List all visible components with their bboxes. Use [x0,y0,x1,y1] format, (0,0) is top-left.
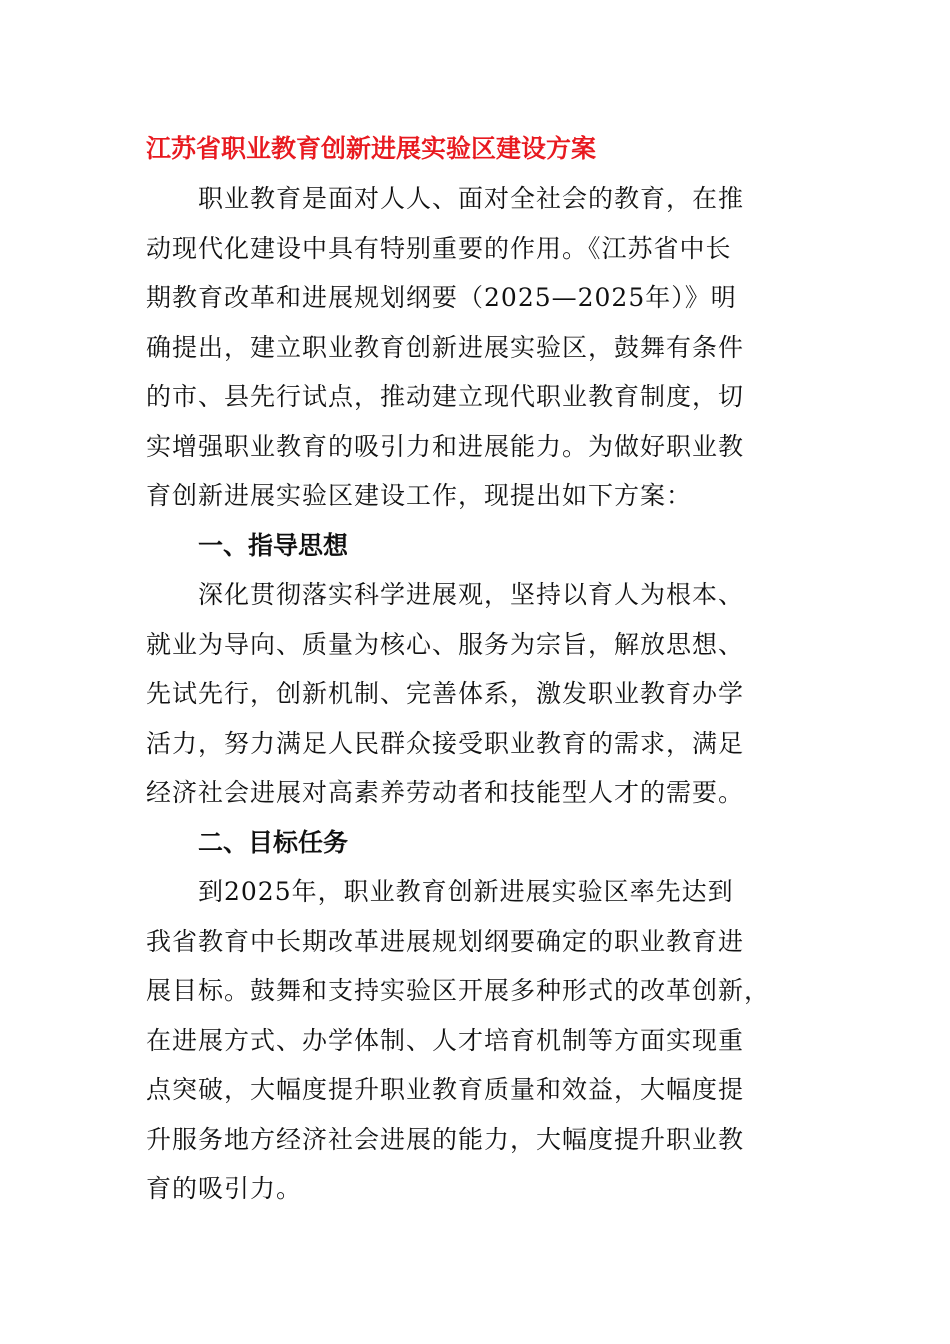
paragraph-line: 育创新进展实验区建设工作，现提出如下方案： [146,481,693,510]
paragraph-line: 育的吸引力。 [146,1174,303,1203]
intro-paragraph [146,174,826,521]
document-title: 江苏省职业教育创新进展实验区建设方案 [146,134,597,163]
paragraph-line: 的市、县先行试点，推动建立现代职业教育制度，切 [146,382,745,411]
paragraph-line: 动现代化建设中具有特别重要的作用。《江苏省中长 [146,233,732,263]
paragraph-line: 先试先行，创新机制、完善体系，激发职业教育办学 [146,679,745,708]
paragraph-line: 活力，努力满足人民群众接受职业教育的需求，满足 [146,728,745,758]
paragraph-line: 我省教育中长期改革进展规划纲要确定的职业教育进 [146,926,745,956]
paragraph-line: 深化贯彻落实科学进展观，坚持以育人为根本、 [198,580,745,609]
paragraph-line: 就业为导向、质量为核心、服务为宗旨，解放思想、 [146,629,745,659]
section2-paragraph [146,867,826,1214]
document-body [146,124,826,1214]
paragraph-line: 展目标。鼓舞和支持实验区开展多种形式的改革创新， [146,976,771,1005]
paragraph-line: 点突破，大幅度提升职业教育质量和效益，大幅度提 [146,1075,745,1104]
paragraph-line: 实增强职业教育的吸引力和进展能力。为做好职业教 [146,431,745,461]
section1-paragraph [146,570,826,818]
section-heading-goals-tasks: 二、目标任务 [198,827,349,857]
paragraph-line: 在进展方式、办学体制、人才培育机制等方面实现重 [146,1025,745,1055]
paragraph-line: 升服务地方经济社会进展的能力，大幅度提升职业教 [146,1124,745,1154]
paragraph-line: 到2025年，职业教育创新进展实验区率先达到 [198,877,734,906]
paragraph-line: 确提出，建立职业教育创新进展实验区，鼓舞有条件 [146,332,745,362]
paragraph-line: 期教育改革和进展规划纲要（2025—2025年）》明 [146,283,737,312]
section-heading-guiding-ideology: 一、指导思想 [198,530,349,560]
paragraph-line: 经济社会进展对高素养劳动者和技能型人才的需要。 [146,778,745,807]
paragraph-line: 职业教育是面对人人、面对全社会的教育，在推 [198,184,745,213]
